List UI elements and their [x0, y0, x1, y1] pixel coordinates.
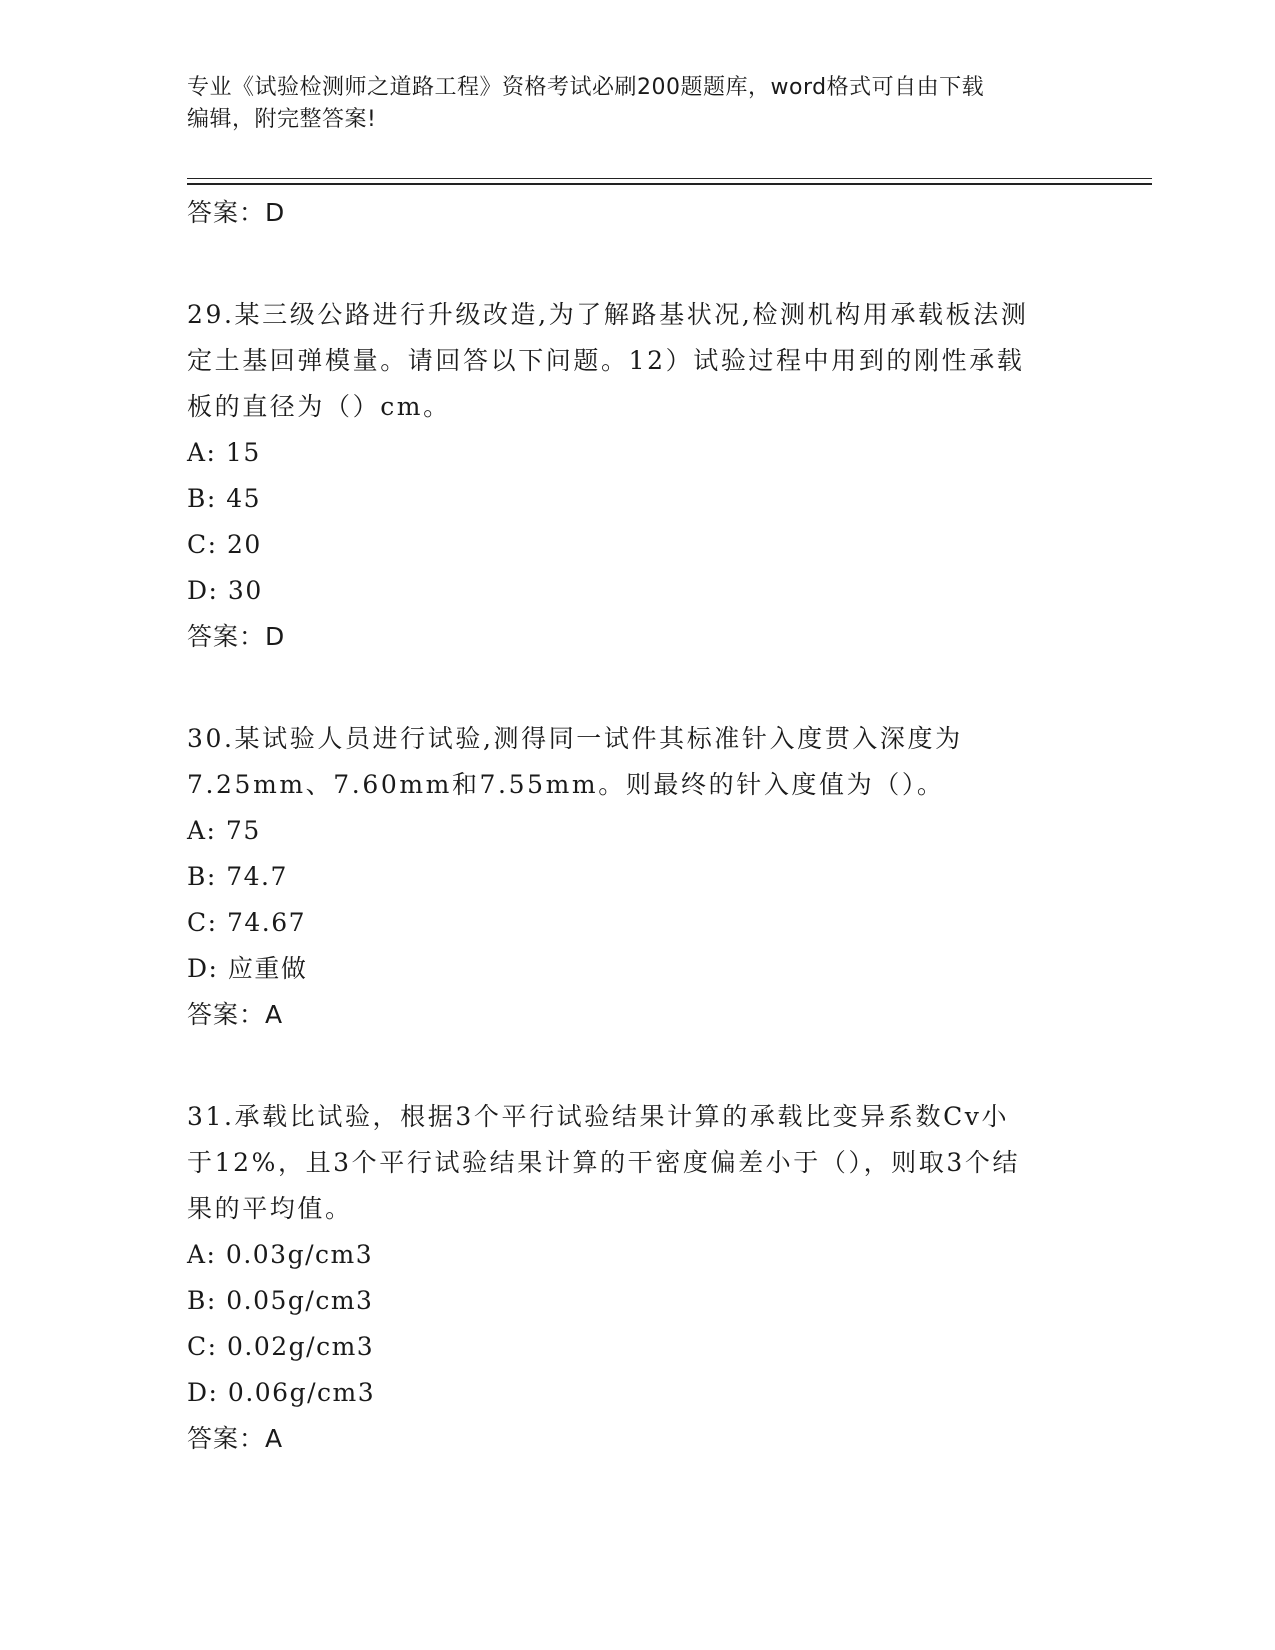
option-d: D: 30	[187, 576, 263, 605]
question-31	[187, 1094, 1087, 1462]
question-line: 30.某试验人员进行试验,测得同一试件其标准针入度贯入深度为	[187, 724, 963, 753]
option-a: A: 15	[187, 438, 261, 467]
option-c: C: 0.02g/cm3	[187, 1332, 375, 1361]
question-29	[187, 292, 1087, 660]
header-divider-thick	[187, 183, 1152, 185]
option-d: D: 0.06g/cm3	[187, 1378, 376, 1407]
option-a: A: 0.03g/cm3	[187, 1240, 374, 1269]
option-d: D: 应重做	[187, 954, 308, 983]
previous-answer: 答案：D	[187, 198, 286, 227]
option-c: C: 74.67	[187, 908, 307, 937]
option-c: C: 20	[187, 530, 262, 559]
header-line-2: 编辑，附完整答案!	[187, 107, 377, 132]
question-line: 31.承载比试验，根据3个平行试验结果计算的承载比变异系数Cv小	[187, 1102, 1010, 1131]
header-line-1: 专业《试验检测师之道路工程》资格考试必刷200题题库，word格式可自由下载	[187, 75, 985, 100]
question-line: 29.某三级公路进行升级改造,为了解路基状况,检测机构用承载板法测	[187, 300, 1029, 329]
header-divider-thin	[187, 178, 1152, 179]
question-list	[187, 190, 1087, 1462]
option-a: A: 75	[187, 816, 261, 845]
answer: 答案：A	[187, 1000, 284, 1029]
option-b: B: 0.05g/cm3	[187, 1286, 374, 1315]
answer: 答案：D	[187, 622, 286, 651]
question-line: 板的直径为（）cm。	[187, 392, 451, 421]
question-line: 定土基回弹模量。请回答以下问题。12）试验过程中用到的刚性承载	[187, 346, 1025, 375]
option-b: B: 45	[187, 484, 262, 513]
question-line: 7.25mm、7.60mm和7.55mm。则最终的针入度值为（）。	[187, 770, 945, 799]
document-header	[187, 72, 1087, 136]
option-b: B: 74.7	[187, 862, 288, 891]
question-line: 于12%，且3个平行试验结果计算的干密度偏差小于（），则取3个结	[187, 1148, 1021, 1177]
question-30	[187, 716, 1087, 1038]
answer: 答案：A	[187, 1424, 284, 1453]
question-line: 果的平均值。	[187, 1194, 353, 1223]
